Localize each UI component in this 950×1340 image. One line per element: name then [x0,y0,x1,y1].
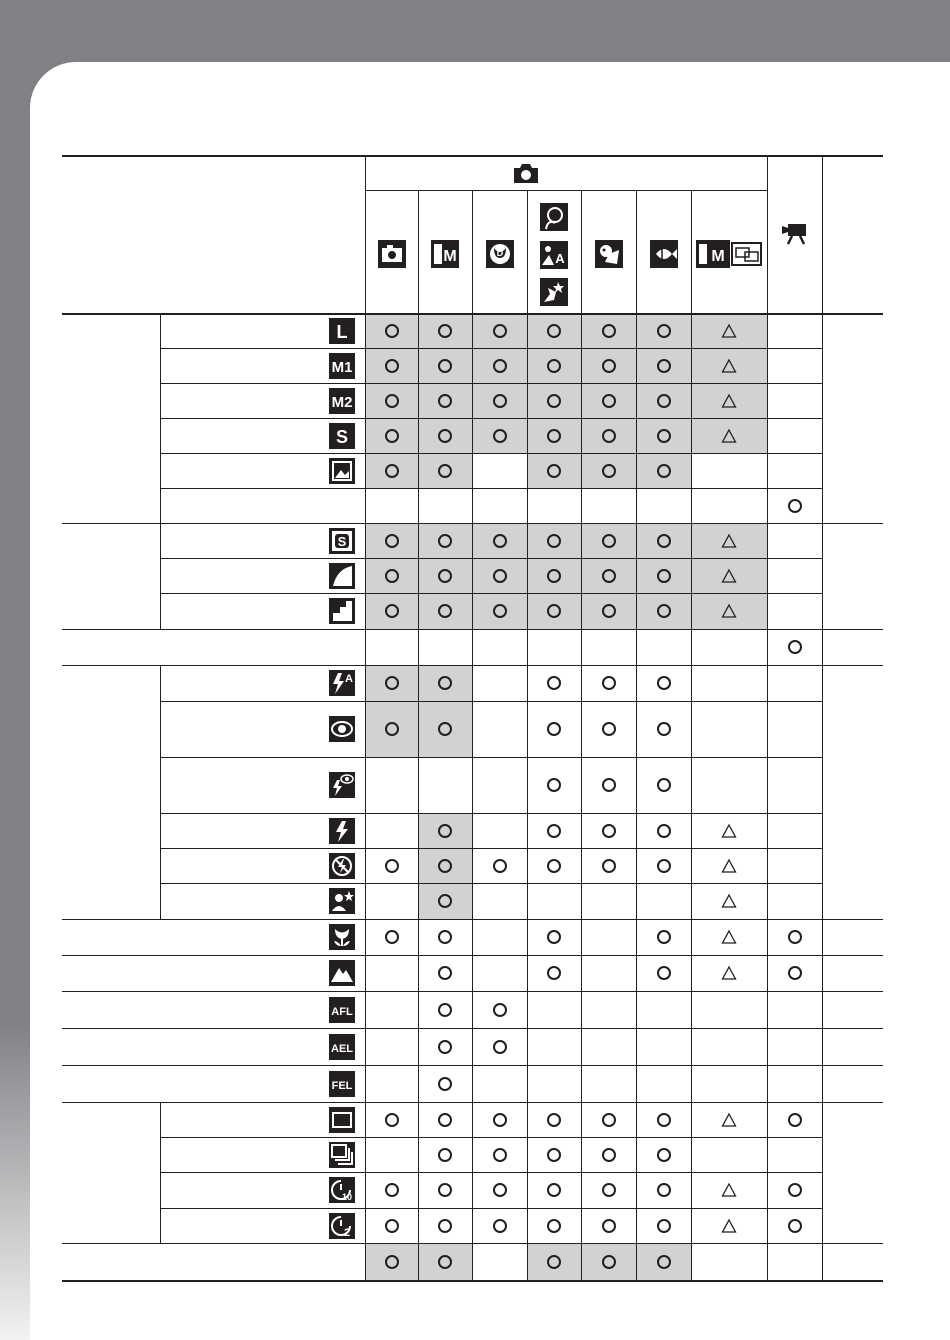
available-mark [601,777,617,793]
available-mark [437,929,453,945]
row-rule [160,383,822,384]
digital-macro-icon [486,240,514,268]
small-resolution-icon [329,423,355,449]
table-rule [581,190,582,1280]
available-mark [384,323,400,339]
available-mark [437,568,453,584]
available-mark [437,1002,453,1018]
available-mark [787,1112,803,1128]
available-mark [546,1147,562,1163]
row-rule [160,1137,822,1138]
af-lock-icon [329,997,355,1023]
available-mark [546,533,562,549]
available-mark [787,929,803,945]
available-mark [492,428,508,444]
available-mark [492,1218,508,1234]
available-mark [437,1254,453,1270]
table-rule [365,155,366,1280]
available-mark [546,358,562,374]
svg-text:M2: M2 [331,393,353,411]
available-mark [437,393,453,409]
camera-icon [512,159,540,187]
available-mark [384,721,400,737]
available-mark [656,777,672,793]
available-mark [437,858,453,874]
available-mark [546,428,562,444]
flash-on-red-eye-icon [329,772,355,798]
subheader-rule [365,190,767,191]
subgroup-divider [160,523,161,629]
svg-text:S: S [335,426,349,447]
row-rule [160,593,822,594]
self-timer-10s-icon [329,1177,355,1203]
available-mark [656,1182,672,1198]
available-mark [492,1039,508,1055]
available-mark [492,568,508,584]
available-mark [492,858,508,874]
medium1-resolution-icon [329,353,355,379]
movie-camera-icon [780,218,808,246]
available-mark [492,393,508,409]
available-mark [437,965,453,981]
partially-available-mark [721,858,737,874]
available-mark [437,323,453,339]
available-mark [656,1112,672,1128]
available-mark [437,1218,453,1234]
available-mark [601,1218,617,1234]
partially-available-mark [721,568,737,584]
continuous-shooting-icon [329,1142,355,1168]
superfine-compression-icon [329,528,355,554]
available-mark [437,721,453,737]
table-rule [822,155,823,1280]
slow-synchro-icon [329,888,355,914]
available-mark [601,463,617,479]
table-rule [691,190,692,1280]
available-mark [384,603,400,619]
available-mark [492,1002,508,1018]
manual-mode-icon [431,240,459,268]
svg-text:M1: M1 [331,358,353,376]
auto-flash-icon [329,670,355,696]
medium2-resolution-icon [329,388,355,414]
table-rule [472,190,473,1280]
available-mark [656,675,672,691]
table-rule [418,190,419,1280]
available-mark [384,1254,400,1270]
large-resolution-icon [329,318,355,344]
available-mark [546,393,562,409]
available-mark [787,1182,803,1198]
available-mark [437,463,453,479]
available-mark [437,1076,453,1092]
self-timer-2s-icon [329,1213,355,1239]
available-mark [656,603,672,619]
row-rule [160,348,822,349]
available-mark [546,721,562,737]
available-mark [437,1112,453,1128]
available-mark [384,929,400,945]
red-eye-reduction-icon [329,716,355,742]
subgroup-divider [160,665,161,919]
available-mark [601,568,617,584]
row-rule [160,883,822,884]
row-rule [160,701,822,702]
svg-text:AEL: AEL [331,1042,353,1055]
available-mark [601,358,617,374]
available-mark [546,675,562,691]
partially-available-mark [721,323,737,339]
available-mark [601,721,617,737]
available-mark [656,428,672,444]
available-mark [546,603,562,619]
available-mark [546,858,562,874]
available-mark [546,823,562,839]
svg-text:A: A [345,673,353,685]
available-mark [384,568,400,584]
svg-text:10: 10 [341,1192,353,1202]
partially-available-mark [721,603,737,619]
table-bottom-rule [62,1280,883,1282]
svg-text:AFL: AFL [331,1005,353,1018]
available-mark [437,1147,453,1163]
partially-available-mark [721,929,737,945]
available-mark [656,1254,672,1270]
partially-available-mark [721,965,737,981]
available-mark [656,1218,672,1234]
table-rule [767,155,768,1280]
available-mark [492,1182,508,1198]
partially-available-mark [721,358,737,374]
available-mark [656,393,672,409]
partially-available-mark [721,1182,737,1198]
available-mark [492,1147,508,1163]
landscape-mode-icon [540,241,568,269]
available-mark [384,358,400,374]
available-mark [601,675,617,691]
auto-mode-icon [378,240,406,268]
row-rule [160,813,822,814]
svg-text:M: M [443,248,457,265]
row-rule [160,488,822,489]
available-mark [546,568,562,584]
partially-available-mark [721,893,737,909]
infinity-landscape-icon [329,960,355,986]
available-mark [656,721,672,737]
available-mark [492,358,508,374]
available-mark [656,568,672,584]
available-mark [492,533,508,549]
available-mark [437,1039,453,1055]
available-mark [601,603,617,619]
available-mark [437,428,453,444]
partially-available-mark [721,533,737,549]
night-scene-mode-icon [540,278,568,306]
available-mark [384,1218,400,1234]
available-mark [656,929,672,945]
available-mark [546,463,562,479]
available-mark [787,1218,803,1234]
macro-icon [329,924,355,950]
row-rule [160,418,822,419]
available-mark [601,428,617,444]
svg-text:A: A [555,251,565,266]
available-mark [656,533,672,549]
row-rule [160,757,822,758]
available-mark [656,858,672,874]
available-mark [437,603,453,619]
normal-compression-icon [329,598,355,624]
available-mark [437,533,453,549]
available-mark [601,1112,617,1128]
available-mark [546,1218,562,1234]
available-mark [656,323,672,339]
available-mark [601,393,617,409]
svg-text:M: M [711,248,725,265]
row-rule [160,1208,822,1209]
svg-text:FEL: FEL [331,1079,353,1092]
row-rule [160,558,822,559]
underwater-icon [650,240,678,268]
available-mark [492,1112,508,1128]
partially-available-mark [721,1218,737,1234]
partially-available-mark [721,428,737,444]
row-rule [160,1172,822,1173]
available-mark [601,323,617,339]
available-mark [546,965,562,981]
available-mark [787,965,803,981]
available-mark [437,675,453,691]
subgroup-divider [160,313,161,523]
available-mark [437,823,453,839]
postcard-icon [329,458,355,484]
available-mark [546,1112,562,1128]
single-shot-icon [329,1107,355,1133]
available-mark [384,1112,400,1128]
available-mark [492,603,508,619]
row-rule [160,453,822,454]
available-mark [492,323,508,339]
portrait-mode-icon [540,203,568,231]
svg-text:D: D [496,248,503,258]
available-mark [546,929,562,945]
available-mark [384,393,400,409]
svg-text:S: S [337,533,347,549]
stitch-assist-icon [696,240,762,268]
flash-off-icon [329,853,355,879]
available-mark [384,858,400,874]
available-mark [656,823,672,839]
partially-available-mark [721,393,737,409]
available-mark [656,358,672,374]
fe-lock-icon [329,1071,355,1097]
partially-available-mark [721,823,737,839]
available-mark [601,1254,617,1270]
available-mark [384,463,400,479]
table-rule [636,190,637,1280]
row-rule [160,848,822,849]
table-top-rule [62,155,883,157]
available-mark [384,428,400,444]
available-mark [656,965,672,981]
svg-text:2: 2 [343,1226,351,1239]
available-mark [384,1182,400,1198]
available-mark [601,823,617,839]
available-mark [601,1182,617,1198]
available-mark [787,498,803,514]
available-mark [546,323,562,339]
table-rule [527,190,528,1280]
available-mark [546,1182,562,1198]
available-mark [601,858,617,874]
partially-available-mark [721,1112,737,1128]
svg-text:L: L [336,321,348,342]
flash-on-icon [329,818,355,844]
available-mark [546,777,562,793]
available-mark [437,358,453,374]
ae-lock-icon [329,1034,355,1060]
available-mark [384,533,400,549]
available-mark [384,675,400,691]
available-mark [601,533,617,549]
available-mark [437,893,453,909]
available-mark [656,463,672,479]
available-mark [546,1254,562,1270]
available-mark [656,1147,672,1163]
available-mark [787,639,803,655]
fine-compression-icon [329,563,355,589]
available-mark [601,1147,617,1163]
available-mark [437,1182,453,1198]
subgroup-divider [160,1102,161,1243]
kids-pets-icon [595,240,623,268]
